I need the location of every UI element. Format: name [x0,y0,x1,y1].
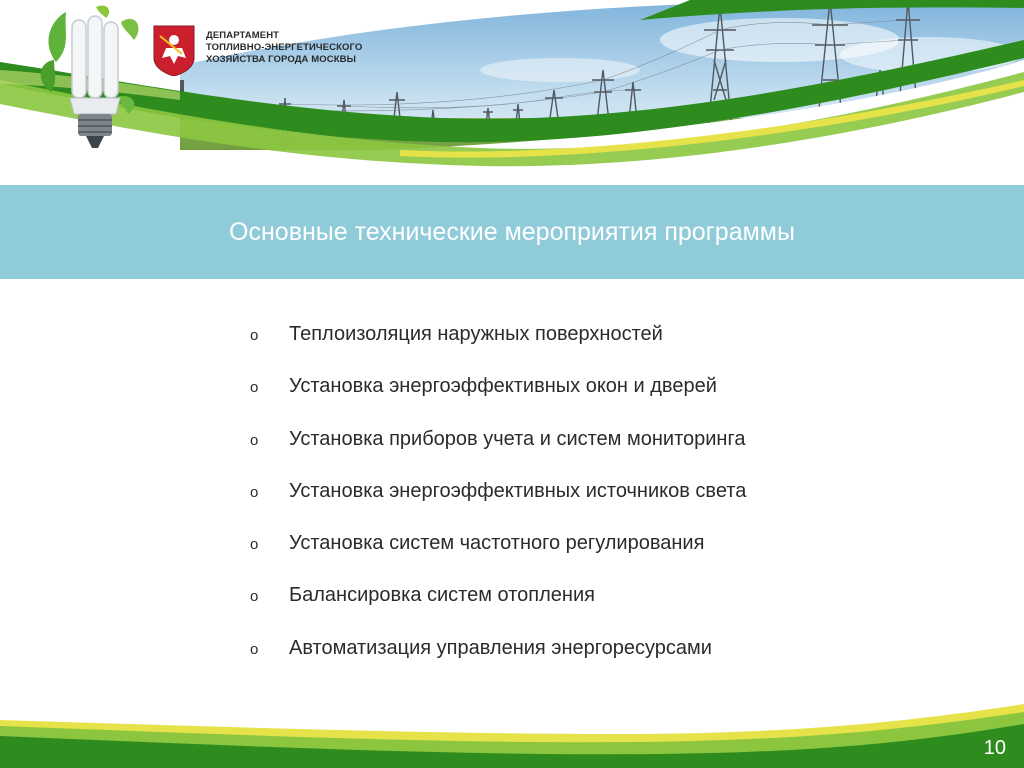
energy-saving-bulb-icon [36,2,146,152]
bullet-marker: o [250,379,259,397]
department-name-line-3: ХОЗЯЙСТВА ГОРОДА МОСКВЫ [206,54,356,65]
list-item-text: Установка приборов учета и систем мониторинга [289,427,746,450]
moscow-coat-of-arms-icon [152,24,196,76]
bullet-marker: o [250,640,259,658]
department-name-line-1: ДЕПАРТАМЕНТ [206,30,280,41]
department-name-line-2: ТОПЛИВНО-ЭНЕРГЕТИЧЕСКОГО [206,42,363,53]
bullet-marker: o [250,588,259,606]
footer-wave [0,690,1024,768]
slide-title: Основные технические мероприятия программы [229,218,795,246]
bullet-marker: o [250,431,259,449]
list-item-text: Установка энергоэффективных источников света [289,479,747,502]
bullet-marker: o [250,327,259,344]
title-band [0,185,1024,279]
list-item-text: Теплоизоляция наружных поверхностей [289,323,663,345]
bullet-marker: o [250,536,259,554]
list-item-text: Автоматизация управления энергоресурсами [289,636,712,659]
list-item-text: Установка систем частотного регулирования [289,532,705,555]
list-item-text: Балансировка систем отопления [289,584,595,607]
list-item-text: Установка энергоэффективных окон и дверей [289,375,717,398]
bullet-marker: o [250,483,259,501]
department-name [206,30,406,66]
page-number: 10 [983,737,1006,759]
